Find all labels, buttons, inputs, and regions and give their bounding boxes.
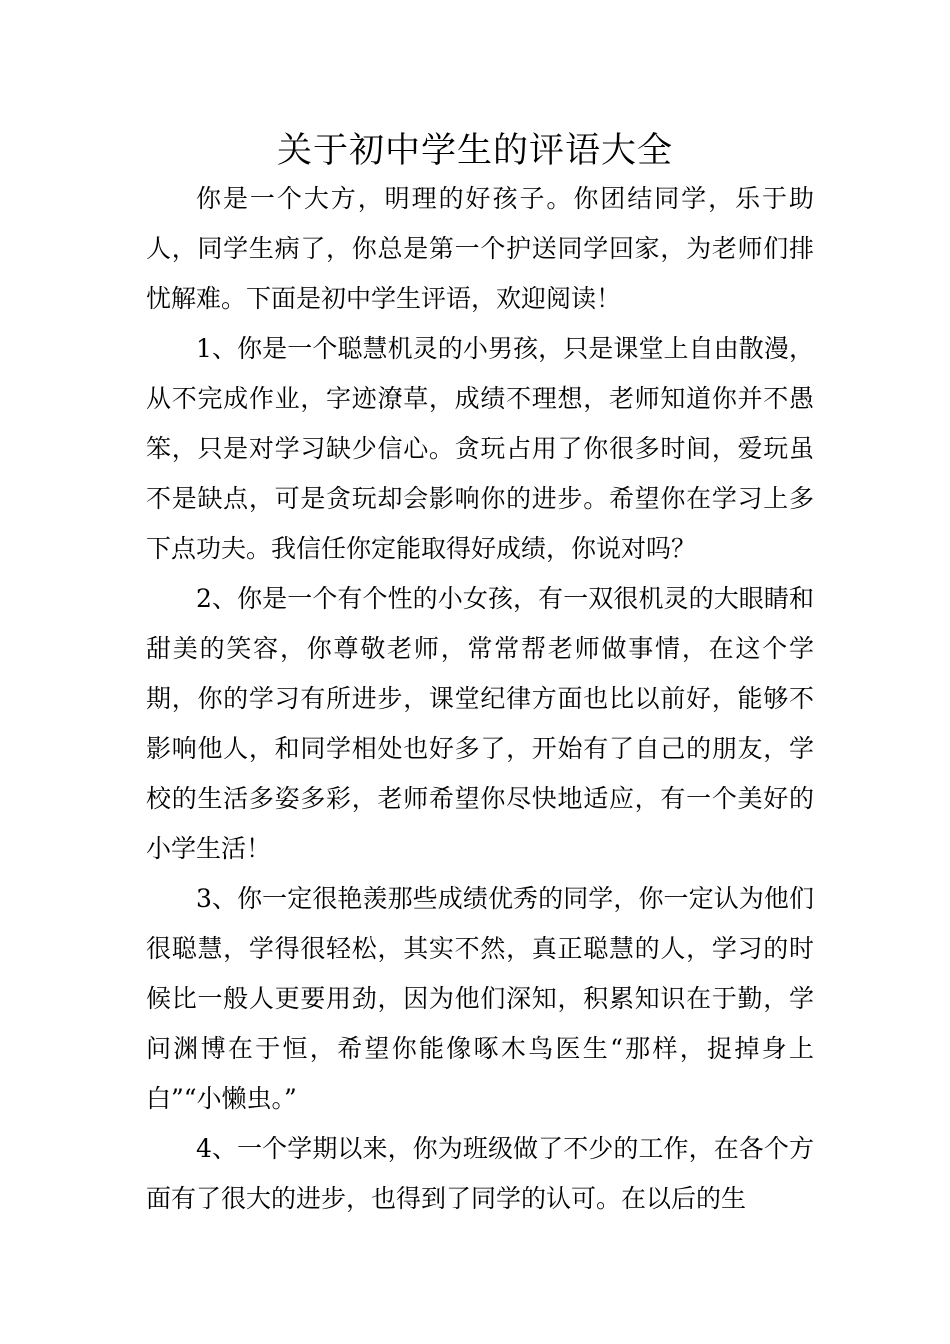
comment-paragraph-1: 1、你是一个聪慧机灵的小男孩，只是课堂上自由散漫，从不完成作业，字迹潦草，成绩不理想，老师知道你并不愚笨，只是对学习缺少信心。贪玩占用了你很多时间，爱玩虽不是缺点，可是贪玩却会影响你的进步。希望你在学习上多下点功夫。我信任你定能取得好成绩，你说对吗？ <box>146 334 814 563</box>
document-body <box>146 174 814 1224</box>
intro-paragraph: 你是一个大方，明理的好孩子。你团结同学，乐于助人，同学生病了，你总是第一个护送同学回家，为老师们排忧解难。下面是初中学生评语，欢迎阅读！ <box>146 184 814 313</box>
document-title: 关于初中学生的评语大全 <box>276 131 673 171</box>
comment-paragraph-2: 2、你是一个有个性的小女孩，有一双很机灵的大眼睛和甜美的笑容，你尊敬老师，常常帮老师做事情，在这个学期，你的学习有所进步，课堂纪律方面也比以前好，能够不影响他人，和同学相处也好多了，开始有了自己的朋友，学校的生活多姿多彩，老师希望你尽快地适应，有一个美好的小学生活！ <box>146 584 814 863</box>
comment-paragraph-4: 4、一个学期以来，你为班级做了不少的工作，在各个方面有了很大的进步，也得到了同学的认可。在以后的生 <box>146 1134 814 1213</box>
comment-paragraph-3: 3、你一定很艳羡那些成绩优秀的同学，你一定认为他们很聪慧，学得很轻松，其实不然，真正聪慧的人，学习的时候比一般人更要用劲，因为他们深知，积累知识在于勤，学问渊博在于恒，希望你能像啄木鸟医生“那样，捉掉身上白”“小懒虫。” <box>146 884 814 1113</box>
